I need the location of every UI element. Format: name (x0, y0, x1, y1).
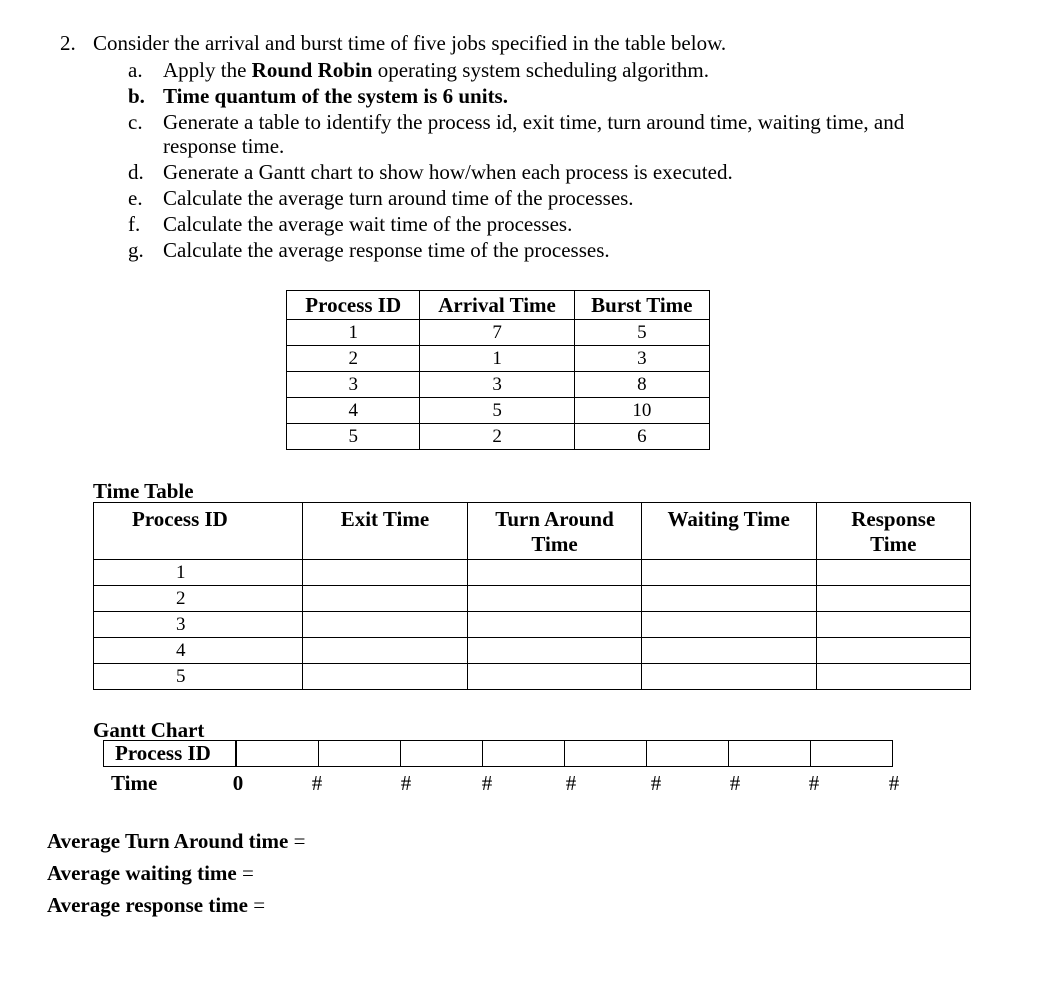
item-letter: g. (128, 238, 144, 262)
item-letter: a. (128, 58, 143, 82)
response-cell[interactable] (816, 664, 970, 690)
item-letter: f. (128, 212, 141, 236)
time-table (93, 502, 971, 690)
table-row (287, 372, 710, 398)
exit-time-cell[interactable] (302, 664, 467, 690)
table-row (94, 638, 971, 664)
exit-time-cell[interactable] (302, 586, 467, 612)
gantt-segment[interactable] (237, 741, 319, 766)
gantt-time-tick: # (888, 771, 900, 795)
column-header: Arrival Time (420, 291, 574, 320)
item-g-text: Calculate the average response time of the processes. (163, 238, 610, 262)
item-f-text: Calculate the average wait time of the processes. (163, 212, 573, 236)
column-header: Turn Around Time (468, 503, 642, 560)
table-row (94, 612, 971, 638)
table-row (94, 664, 971, 690)
table-row (287, 398, 710, 424)
table-cell: 5 (287, 424, 420, 450)
gantt-time-tick: # (729, 771, 741, 795)
table-row (94, 560, 971, 586)
exit-time-cell[interactable] (302, 638, 467, 664)
column-header: Exit Time (302, 503, 467, 560)
turnaround-cell[interactable] (468, 560, 642, 586)
table-cell: 3 (574, 346, 709, 372)
exit-time-cell[interactable] (302, 560, 467, 586)
process-id-cell: 2 (94, 586, 303, 612)
item-b-text: Time quantum of the system is 6 units. (163, 84, 508, 108)
gantt-segment[interactable] (729, 741, 811, 766)
gantt-time-tick: # (565, 771, 577, 795)
table-cell: 4 (287, 398, 420, 424)
table-row (94, 586, 971, 612)
table-cell: 5 (420, 398, 574, 424)
item-letter: e. (128, 186, 143, 210)
gantt-time-label: Time (111, 771, 158, 795)
table-cell: 3 (287, 372, 420, 398)
process-id-cell: 3 (94, 612, 303, 638)
gantt-segment[interactable] (647, 741, 729, 766)
column-header: Process ID (94, 503, 303, 560)
turnaround-cell[interactable] (468, 586, 642, 612)
gantt-time-tick: # (808, 771, 820, 795)
column-header: Waiting Time (641, 503, 816, 560)
response-cell[interactable] (816, 612, 970, 638)
exit-time-cell[interactable] (302, 612, 467, 638)
item-d-text: Generate a Gantt chart to show how/when each process is executed. (163, 160, 733, 184)
table-cell: 8 (574, 372, 709, 398)
gantt-bar (236, 740, 893, 767)
gantt-row-label: Process ID (103, 740, 236, 767)
table-cell: 2 (287, 346, 420, 372)
gantt-time-tick: 0 (232, 771, 244, 795)
process-id-cell: 5 (94, 664, 303, 690)
turnaround-cell[interactable] (468, 664, 642, 690)
table-cell: 3 (420, 372, 574, 398)
table-cell: 1 (287, 320, 420, 346)
table-cell: 6 (574, 424, 709, 450)
question-intro: Consider the arrival and burst time of five jobs specified in the table below. (93, 31, 727, 55)
gantt-segment[interactable] (483, 741, 565, 766)
waiting-cell[interactable] (641, 560, 816, 586)
table-header-row (287, 291, 710, 320)
table-row (287, 346, 710, 372)
gantt-segment[interactable] (811, 741, 892, 766)
item-c-text: Generate a table to identify the process id, exit time, turn around time, waiting time, and (163, 110, 905, 134)
gantt-segment[interactable] (401, 741, 483, 766)
avg-turnaround-line: Average Turn Around time = (47, 829, 306, 853)
gantt-chart-title: Gantt Chart (93, 718, 205, 742)
turnaround-cell[interactable] (468, 638, 642, 664)
item-a-text: Apply the Round Robin operating system scheduling algorithm. (163, 58, 709, 82)
column-header: Burst Time (574, 291, 709, 320)
waiting-cell[interactable] (641, 586, 816, 612)
table-cell: 1 (420, 346, 574, 372)
turnaround-cell[interactable] (468, 612, 642, 638)
response-cell[interactable] (816, 586, 970, 612)
item-e-text: Calculate the average turn around time of the processes. (163, 186, 634, 210)
table-cell: 10 (574, 398, 709, 424)
gantt-segment[interactable] (319, 741, 401, 766)
process-id-cell: 1 (94, 560, 303, 586)
table-row (287, 320, 710, 346)
item-letter: b. (128, 84, 145, 108)
table-cell: 2 (420, 424, 574, 450)
question-number: 2. (60, 31, 76, 55)
process-id-cell: 4 (94, 638, 303, 664)
gantt-segment[interactable] (565, 741, 647, 766)
gantt-time-tick: # (311, 771, 323, 795)
column-header: Response Time (816, 503, 970, 560)
avg-waiting-line: Average waiting time = (47, 861, 254, 885)
response-cell[interactable] (816, 638, 970, 664)
avg-response-line: Average response time = (47, 893, 266, 917)
gantt-time-tick: # (400, 771, 412, 795)
response-cell[interactable] (816, 560, 970, 586)
table-row (287, 424, 710, 450)
item-c-text-cont: response time. (163, 134, 285, 158)
gantt-time-tick: # (650, 771, 662, 795)
item-letter: c. (128, 110, 143, 134)
column-header: Process ID (287, 291, 420, 320)
waiting-cell[interactable] (641, 612, 816, 638)
time-table-title: Time Table (93, 479, 194, 503)
waiting-cell[interactable] (641, 638, 816, 664)
process-input-table (286, 290, 710, 450)
item-letter: d. (128, 160, 144, 184)
gantt-time-tick: # (481, 771, 493, 795)
table-header-row (94, 503, 971, 560)
table-cell: 7 (420, 320, 574, 346)
waiting-cell[interactable] (641, 664, 816, 690)
table-cell: 5 (574, 320, 709, 346)
